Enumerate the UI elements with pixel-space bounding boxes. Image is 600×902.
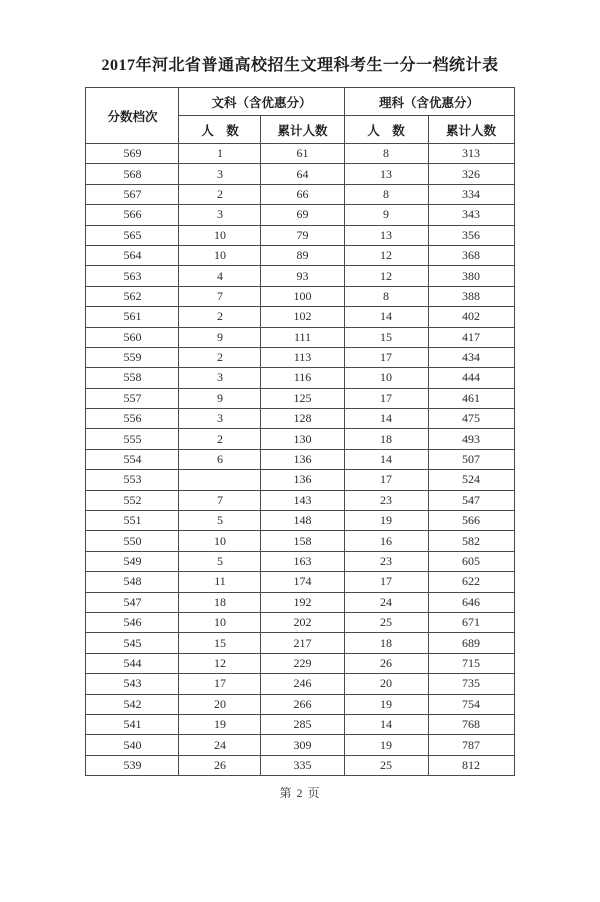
- cell-science-cumulative: 417: [428, 327, 514, 347]
- cell-science-count: 12: [344, 266, 428, 286]
- cell-science-count: 17: [344, 470, 428, 490]
- cell-arts-count: 10: [179, 245, 261, 265]
- cell-arts-cumulative: 174: [261, 572, 344, 592]
- cell-arts-count: 1: [179, 144, 261, 164]
- cell-science-count: 16: [344, 531, 428, 551]
- cell-score-level: 555: [86, 429, 179, 449]
- cell-score-level: 569: [86, 144, 179, 164]
- table-row: [86, 225, 514, 245]
- table-body: [86, 144, 514, 776]
- cell-score-level: 556: [86, 409, 179, 429]
- cell-arts-cumulative: 246: [261, 674, 344, 694]
- cell-science-cumulative: 343: [428, 205, 514, 225]
- cell-score-level: 549: [86, 551, 179, 571]
- cell-science-cumulative: 368: [428, 245, 514, 265]
- cell-arts-cumulative: 89: [261, 245, 344, 265]
- cell-science-cumulative: 566: [428, 511, 514, 531]
- cell-arts-count: 11: [179, 572, 261, 592]
- cell-science-cumulative: 507: [428, 449, 514, 469]
- cell-arts-count: 20: [179, 694, 261, 714]
- cell-science-count: 25: [344, 755, 428, 775]
- cell-score-level: 544: [86, 653, 179, 673]
- cell-arts-count: 2: [179, 307, 261, 327]
- cell-arts-count: 10: [179, 531, 261, 551]
- cell-science-cumulative: 475: [428, 409, 514, 429]
- cell-science-cumulative: 671: [428, 612, 514, 632]
- cell-score-level: 543: [86, 674, 179, 694]
- cell-science-cumulative: 646: [428, 592, 514, 612]
- cell-score-level: 568: [86, 164, 179, 184]
- cell-arts-cumulative: 202: [261, 612, 344, 632]
- cell-arts-cumulative: 79: [261, 225, 344, 245]
- cell-arts-count: 3: [179, 409, 261, 429]
- cell-science-cumulative: 787: [428, 735, 514, 755]
- cell-science-count: 19: [344, 511, 428, 531]
- cell-science-cumulative: 689: [428, 633, 514, 653]
- cell-science-count: 14: [344, 714, 428, 734]
- cell-science-cumulative: 605: [428, 551, 514, 571]
- cell-science-cumulative: 754: [428, 694, 514, 714]
- cell-score-level: 542: [86, 694, 179, 714]
- cell-arts-cumulative: 128: [261, 409, 344, 429]
- table-row: [86, 755, 514, 775]
- header-science-cumulative: 累计人数: [428, 116, 514, 144]
- cell-score-level: 554: [86, 449, 179, 469]
- cell-arts-cumulative: 266: [261, 694, 344, 714]
- cell-science-count: 8: [344, 286, 428, 306]
- cell-science-count: 13: [344, 225, 428, 245]
- cell-science-count: 8: [344, 184, 428, 204]
- cell-arts-count: 7: [179, 286, 261, 306]
- cell-arts-cumulative: 102: [261, 307, 344, 327]
- table-row: [86, 470, 514, 490]
- cell-score-level: 567: [86, 184, 179, 204]
- cell-arts-count: 17: [179, 674, 261, 694]
- table-row: [86, 633, 514, 653]
- cell-arts-count: 19: [179, 714, 261, 734]
- cell-science-count: 23: [344, 551, 428, 571]
- cell-arts-count: 5: [179, 551, 261, 571]
- table-row: [86, 347, 514, 367]
- cell-arts-cumulative: 61: [261, 144, 344, 164]
- cell-science-count: 18: [344, 633, 428, 653]
- cell-arts-cumulative: 192: [261, 592, 344, 612]
- cell-science-count: 12: [344, 245, 428, 265]
- page-title: 2017年河北省普通高校招生文理科考生一分一档统计表: [101, 57, 499, 74]
- cell-science-cumulative: 547: [428, 490, 514, 510]
- cell-score-level: 564: [86, 245, 179, 265]
- cell-science-cumulative: 388: [428, 286, 514, 306]
- table-row: [86, 266, 514, 286]
- score-distribution-table: [85, 87, 514, 776]
- cell-arts-count: 9: [179, 388, 261, 408]
- cell-science-cumulative: 582: [428, 531, 514, 551]
- cell-science-count: 14: [344, 409, 428, 429]
- cell-arts-cumulative: 113: [261, 347, 344, 367]
- cell-arts-cumulative: 335: [261, 755, 344, 775]
- cell-arts-cumulative: 285: [261, 714, 344, 734]
- cell-arts-cumulative: 100: [261, 286, 344, 306]
- cell-arts-count: 5: [179, 511, 261, 531]
- cell-science-cumulative: 326: [428, 164, 514, 184]
- cell-arts-count: 10: [179, 612, 261, 632]
- cell-arts-count: 2: [179, 184, 261, 204]
- cell-score-level: 550: [86, 531, 179, 551]
- table-row: [86, 612, 514, 632]
- table-row: [86, 572, 514, 592]
- table-row: [86, 307, 514, 327]
- table-row: [86, 184, 514, 204]
- cell-science-count: 10: [344, 368, 428, 388]
- table-row: [86, 245, 514, 265]
- cell-arts-cumulative: 125: [261, 388, 344, 408]
- cell-arts-cumulative: 136: [261, 470, 344, 490]
- table-row: [86, 429, 514, 449]
- cell-arts-count: 26: [179, 755, 261, 775]
- table-row: [86, 735, 514, 755]
- table-row: [86, 327, 514, 347]
- table-row: [86, 449, 514, 469]
- cell-science-count: 8: [344, 144, 428, 164]
- cell-arts-count: 9: [179, 327, 261, 347]
- cell-science-cumulative: 313: [428, 144, 514, 164]
- cell-arts-count: 4: [179, 266, 261, 286]
- cell-science-count: 25: [344, 612, 428, 632]
- cell-arts-count: 3: [179, 368, 261, 388]
- cell-arts-cumulative: 93: [261, 266, 344, 286]
- cell-score-level: 563: [86, 266, 179, 286]
- cell-arts-cumulative: 217: [261, 633, 344, 653]
- cell-arts-count: 10: [179, 225, 261, 245]
- table-row: [86, 511, 514, 531]
- table-row: [86, 205, 514, 225]
- table-row: [86, 653, 514, 673]
- cell-science-cumulative: 356: [428, 225, 514, 245]
- cell-science-count: 26: [344, 653, 428, 673]
- cell-science-cumulative: 334: [428, 184, 514, 204]
- table-row: [86, 674, 514, 694]
- cell-arts-count: 15: [179, 633, 261, 653]
- cell-score-level: 552: [86, 490, 179, 510]
- cell-arts-cumulative: 69: [261, 205, 344, 225]
- cell-science-cumulative: 524: [428, 470, 514, 490]
- cell-science-count: 13: [344, 164, 428, 184]
- cell-arts-cumulative: 229: [261, 653, 344, 673]
- table-row: [86, 714, 514, 734]
- cell-science-cumulative: 493: [428, 429, 514, 449]
- cell-arts-cumulative: 66: [261, 184, 344, 204]
- cell-science-count: 15: [344, 327, 428, 347]
- header-arts-group: 文科（含优惠分）: [179, 88, 344, 116]
- cell-score-level: 557: [86, 388, 179, 408]
- cell-arts-count: [179, 470, 261, 490]
- header-science-group: 理科（含优惠分）: [344, 88, 514, 116]
- header-row-groups: [86, 88, 514, 116]
- cell-science-cumulative: 434: [428, 347, 514, 367]
- cell-science-count: 23: [344, 490, 428, 510]
- cell-science-cumulative: 444: [428, 368, 514, 388]
- cell-science-count: 24: [344, 592, 428, 612]
- table-row: [86, 694, 514, 714]
- cell-science-count: 18: [344, 429, 428, 449]
- header-science-count: 人 数: [344, 116, 428, 144]
- cell-science-cumulative: 735: [428, 674, 514, 694]
- table-row: [86, 144, 514, 164]
- cell-science-count: 14: [344, 307, 428, 327]
- cell-arts-cumulative: 130: [261, 429, 344, 449]
- cell-arts-count: 6: [179, 449, 261, 469]
- header-score-level: 分数档次: [86, 88, 179, 144]
- table-row: [86, 592, 514, 612]
- cell-arts-cumulative: 163: [261, 551, 344, 571]
- cell-arts-count: 3: [179, 164, 261, 184]
- cell-arts-count: 3: [179, 205, 261, 225]
- cell-arts-cumulative: 309: [261, 735, 344, 755]
- cell-arts-cumulative: 64: [261, 164, 344, 184]
- cell-science-count: 17: [344, 572, 428, 592]
- cell-arts-count: 7: [179, 490, 261, 510]
- cell-science-count: 17: [344, 388, 428, 408]
- cell-arts-cumulative: 143: [261, 490, 344, 510]
- cell-score-level: 565: [86, 225, 179, 245]
- cell-score-level: 560: [86, 327, 179, 347]
- cell-score-level: 539: [86, 755, 179, 775]
- cell-science-cumulative: 402: [428, 307, 514, 327]
- cell-arts-count: 18: [179, 592, 261, 612]
- cell-arts-cumulative: 116: [261, 368, 344, 388]
- cell-science-cumulative: 622: [428, 572, 514, 592]
- cell-arts-count: 2: [179, 347, 261, 367]
- cell-score-level: 562: [86, 286, 179, 306]
- cell-science-cumulative: 380: [428, 266, 514, 286]
- document-page: [0, 54, 600, 801]
- cell-score-level: 541: [86, 714, 179, 734]
- cell-science-count: 19: [344, 735, 428, 755]
- cell-arts-count: 2: [179, 429, 261, 449]
- table-row: [86, 551, 514, 571]
- table-row: [86, 164, 514, 184]
- table-row: [86, 531, 514, 551]
- cell-score-level: 546: [86, 612, 179, 632]
- cell-arts-count: 24: [179, 735, 261, 755]
- cell-score-level: 540: [86, 735, 179, 755]
- cell-science-count: 9: [344, 205, 428, 225]
- cell-arts-cumulative: 136: [261, 449, 344, 469]
- cell-science-cumulative: 461: [428, 388, 514, 408]
- cell-arts-cumulative: 158: [261, 531, 344, 551]
- table-row: [86, 409, 514, 429]
- cell-arts-cumulative: 148: [261, 511, 344, 531]
- cell-science-cumulative: 812: [428, 755, 514, 775]
- cell-science-cumulative: 715: [428, 653, 514, 673]
- cell-score-level: 559: [86, 347, 179, 367]
- page-number: 第 2 页: [279, 786, 321, 801]
- cell-score-level: 547: [86, 592, 179, 612]
- cell-arts-cumulative: 111: [261, 327, 344, 347]
- cell-score-level: 553: [86, 470, 179, 490]
- table-header: [86, 88, 514, 144]
- cell-science-count: 17: [344, 347, 428, 367]
- cell-score-level: 558: [86, 368, 179, 388]
- cell-score-level: 548: [86, 572, 179, 592]
- cell-score-level: 561: [86, 307, 179, 327]
- cell-score-level: 545: [86, 633, 179, 653]
- table-row: [86, 286, 514, 306]
- table-row: [86, 368, 514, 388]
- cell-score-level: 551: [86, 511, 179, 531]
- cell-science-count: 20: [344, 674, 428, 694]
- cell-science-cumulative: 768: [428, 714, 514, 734]
- cell-arts-count: 12: [179, 653, 261, 673]
- cell-science-count: 19: [344, 694, 428, 714]
- header-arts-count: 人 数: [179, 116, 261, 144]
- table-row: [86, 388, 514, 408]
- cell-science-count: 14: [344, 449, 428, 469]
- header-arts-cumulative: 累计人数: [261, 116, 344, 144]
- cell-score-level: 566: [86, 205, 179, 225]
- table-row: [86, 490, 514, 510]
